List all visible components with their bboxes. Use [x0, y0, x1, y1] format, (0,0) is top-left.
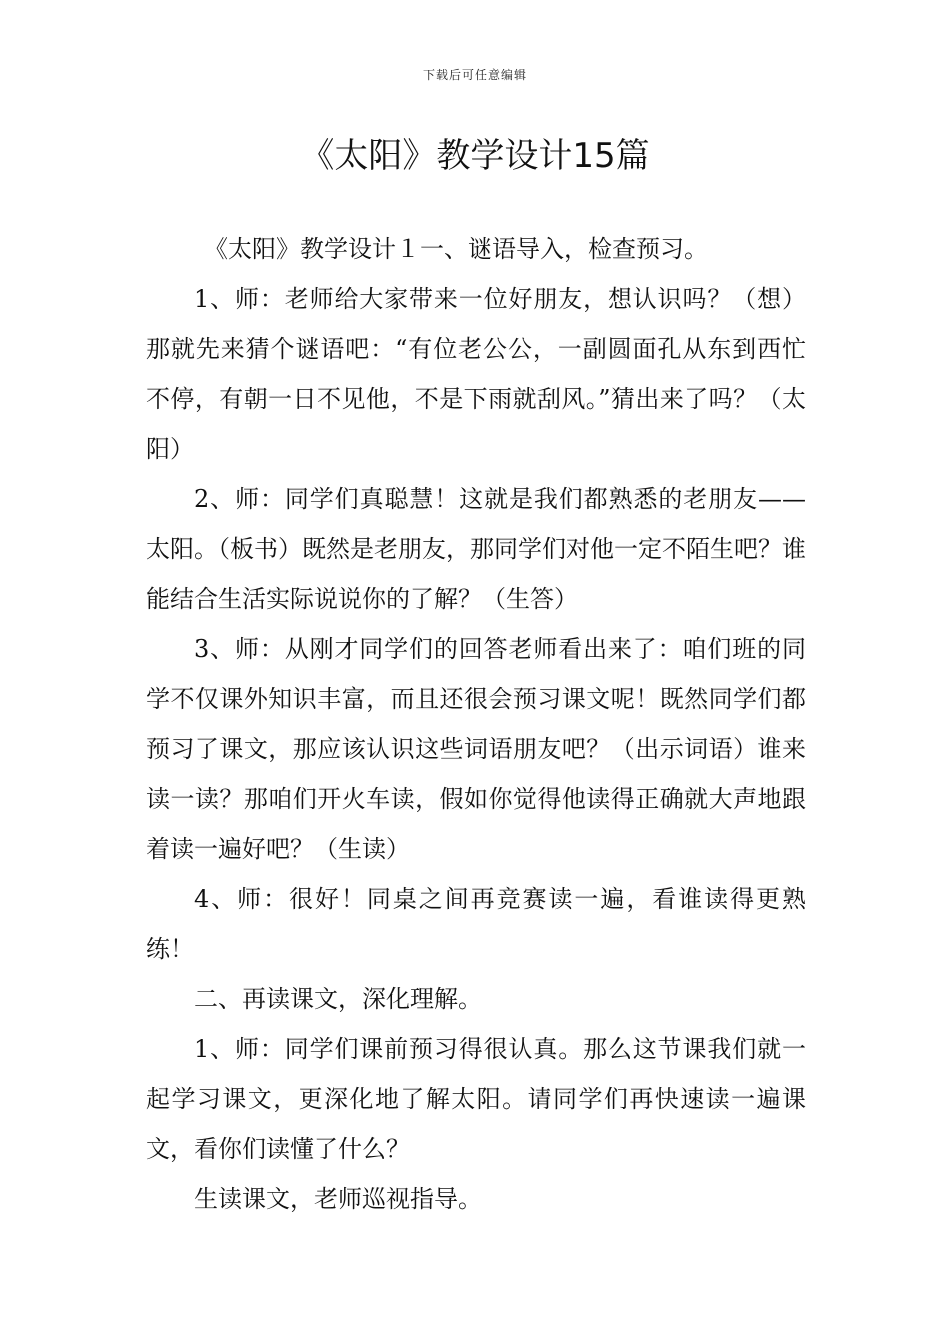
- paragraph-intro: 《太阳》教学设计１一、谜语导入，检查预习。: [204, 235, 708, 263]
- paragraph: 2、师：同学们真聪慧！这就是我们都熟悉的老朋友——太阳。（板书）既然是老朋友，那同学们对他一定不陌生吧？谁能结合生活实际说说你的了解？（生答）: [146, 485, 806, 613]
- paragraph: 1、师：同学们课前预习得很认真。那么这节课我们就一起学习课文，更深化地了解太阳。请同学们再快速读一遍课文，看你们读懂了什么？: [146, 1035, 806, 1163]
- header-note: 下载后可任意编辑: [422, 68, 527, 82]
- document-title: 《太阳》教学设计15篇: [300, 136, 650, 176]
- paragraph: 生读课文，老师巡视指导。: [194, 1185, 482, 1213]
- paragraph: 3、师：从刚才同学们的回答老师看出来了：咱们班的同学不仅课外知识丰富，而且还很会预习课文呢！既然同学们都预习了课文，那应该认识这些词语朋友吧？（出示词语）谁来读一读？那咱们开火车读，假如你觉得他读得正确就大声地跟着读一遍好吧？（生读）: [146, 635, 806, 863]
- section-heading: 二、再读课文，深化理解。: [194, 985, 482, 1013]
- document-body: [146, 224, 806, 1224]
- paragraph: 4、师：很好！同桌之间再竞赛读一遍，看谁读得更熟练！: [146, 885, 806, 963]
- paragraph: 1、师：老师给大家带来一位好朋友，想认识吗？（想）那就先来猜个谜语吧：“有位老公公，一副圆面孔从东到西忙不停，有朝一日不见他，不是下雨就刮风。”猜出来了吗？（太阳）: [146, 285, 806, 463]
